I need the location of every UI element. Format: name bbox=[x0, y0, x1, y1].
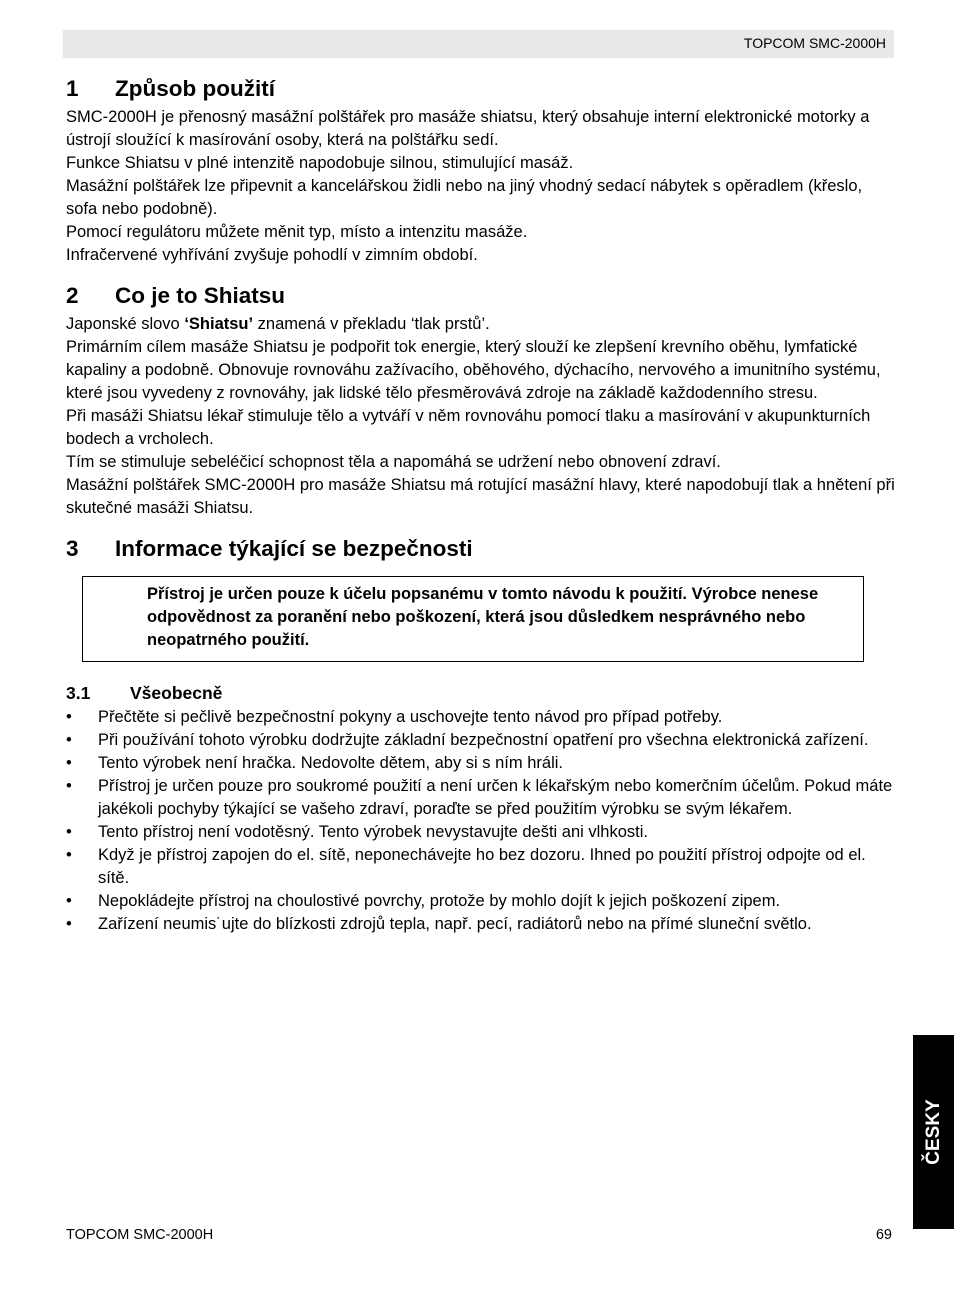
header-product-name: TOPCOM SMC-2000H bbox=[743, 35, 886, 51]
section-2-number: 2 bbox=[66, 283, 79, 308]
list-item bbox=[66, 775, 896, 821]
intro-term: ‘Shiatsu’ bbox=[184, 315, 254, 333]
section-3-number: 3 bbox=[66, 536, 79, 561]
section-3-heading bbox=[66, 532, 896, 566]
language-label: ČESKY bbox=[922, 1099, 944, 1165]
language-side-tab bbox=[913, 1035, 954, 1229]
list-item bbox=[66, 752, 896, 775]
subsection-number: 3.1 bbox=[66, 683, 91, 703]
section-3-title: Informace týkající se bezpečnosti bbox=[115, 536, 473, 561]
safety-bullet-list bbox=[66, 706, 896, 936]
list-item-text: Nepokládejte přístroj na choulostivé povrchy, protože by mohlo dojít k jejich poškození zipem. bbox=[98, 892, 781, 910]
subsection-3-1-heading bbox=[66, 680, 896, 706]
list-item bbox=[66, 913, 896, 936]
intro-text: znamená v překladu ‘tlak prstů’. bbox=[253, 315, 490, 333]
section-2-title: Co je to Shiatsu bbox=[115, 283, 286, 308]
bullet-symbol: • bbox=[66, 892, 72, 910]
bullet-symbol: • bbox=[66, 754, 72, 772]
header-bar bbox=[63, 30, 894, 58]
bullet-symbol: • bbox=[66, 777, 72, 795]
bullet-symbol: • bbox=[66, 915, 72, 933]
warning-box: Přístroj je určen pouze k účelu popsanému v tomto návodu k použití. Výrobce nenese odpovědnost za poranění nebo poškození, která jsou důsledkem nesprávného nebo neopatrného použití. bbox=[82, 576, 864, 662]
section-1-paragraph: SMC-2000H je přenosný masážní polštářek pro masáže shiatsu, který obsahuje interní elektronické motorky a ústrojí sloužící k masírování osoby, která na polštářku sedí. bbox=[66, 108, 870, 149]
section-2-paragraph: Při masáži Shiatsu lékař stimuluje tělo a vytváří v něm rovnováhu pomocí tlaku a masírování v akupunkturních bodech a vrcholech. bbox=[66, 407, 871, 448]
section-2-paragraph: Tím se stimuluje sebeléčicí schopnost těla a napomáhá se udržení nebo obnovení zdraví. bbox=[66, 453, 721, 471]
section-1-number: 1 bbox=[66, 76, 79, 101]
list-item bbox=[66, 706, 896, 729]
list-item bbox=[66, 821, 896, 844]
section-1-paragraph: Infračervené vyhřívání zvyšuje pohodlí v zimním období. bbox=[66, 246, 478, 264]
list-item-text: Přístroj je určen pouze pro soukromé použití a není určen k lékařským nebo komerčním účelům. Pokud máte jakékoli pochyby týkající se vašeho zdraví, poraďte se před použitím výrobku se svým lékařem. bbox=[98, 777, 893, 818]
section-1-title: Způsob použití bbox=[115, 76, 275, 101]
bullet-symbol: • bbox=[66, 731, 72, 749]
list-item-text: Zařízení neumis˙ujte do blízkosti zdrojů tepla, např. pecí, radiátorů nebo na přímé sluneční světlo. bbox=[98, 915, 812, 933]
bullet-symbol: • bbox=[66, 823, 72, 841]
section-2-intro bbox=[66, 313, 896, 336]
intro-text: Japonské slovo bbox=[66, 315, 185, 333]
section-1-paragraph: Funkce Shiatsu v plné intenzitě napodobuje silnou, stimulující masáž. bbox=[66, 154, 574, 172]
section-2-heading bbox=[66, 279, 896, 313]
section-2-paragraph: Primárním cílem masáže Shiatsu je podpořit tok energie, který slouží ke zlepšení krevního oběhu, lymfatické kapaliny a podobně. Obnovuje rovnováhu zažívacího, oběhového, dýchacího, nervového a imunitního systému, které jsou vyvedeny z rovnováhy, jak lidské tělo přesměrovává zdroje na základě každodenního stresu. bbox=[66, 338, 881, 402]
footer-product-name: TOPCOM SMC-2000H bbox=[66, 1227, 214, 1243]
list-item-text: Tento přístroj není vodotěsný. Tento výrobek nevystavujte dešti ani vlhkosti. bbox=[98, 823, 648, 841]
list-item-text: Tento výrobek není hračka. Nedovolte dětem, aby si s ním hráli. bbox=[98, 754, 563, 772]
page-number: 69 bbox=[875, 1227, 892, 1243]
subsection-title: Všeobecně bbox=[130, 683, 223, 703]
list-item bbox=[66, 729, 896, 752]
page-content bbox=[66, 72, 896, 936]
list-item bbox=[66, 844, 896, 890]
section-2-paragraph: Masážní polštářek SMC-2000H pro masáže Shiatsu má rotující masážní hlavy, které napodobují tlak a hnětení při skutečné masáži Shiatsu. bbox=[66, 476, 895, 517]
list-item-text: Při používání tohoto výrobku dodržujte základní bezpečnostní opatření pro všechna elektronická zařízení. bbox=[98, 731, 869, 749]
list-item-text: Když je přístroj zapojen do el. sítě, neponechávejte ho bez dozoru. Ihned po použití přístroj odpojte od el. sítě. bbox=[98, 846, 866, 887]
bullet-symbol: • bbox=[66, 846, 72, 864]
section-1-heading bbox=[66, 72, 896, 106]
section-1-paragraph: Pomocí regulátoru můžete měnit typ, místo a intenzitu masáže. bbox=[66, 223, 528, 241]
bullet-symbol: • bbox=[66, 708, 72, 726]
section-1-paragraph: Masážní polštářek lze připevnit a kancelářskou židli nebo na jiný vhodný sedací nábytek s opěradlem (křeslo, sofa nebo podobně). bbox=[66, 177, 863, 218]
list-item bbox=[66, 890, 896, 913]
list-item-text: Přečtěte si pečlivě bezpečnostní pokyny a uschovejte tento návod pro případ potřeby. bbox=[98, 708, 723, 726]
